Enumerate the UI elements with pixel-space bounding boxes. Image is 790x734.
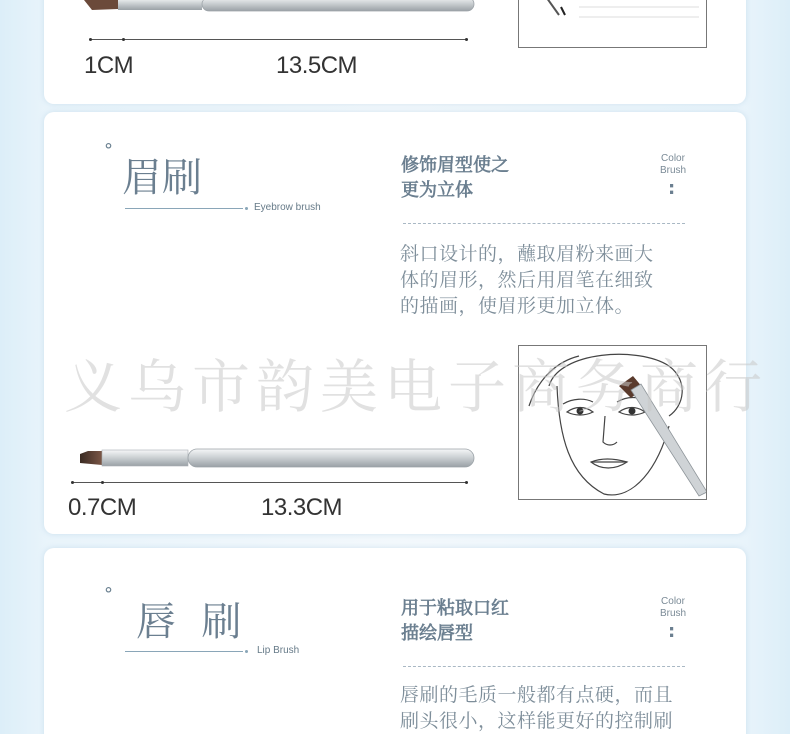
top-brush-card	[44, 0, 746, 104]
eyebrow-dim-left-label: 0.7CM	[68, 494, 137, 521]
eyebrow-feature-line1: 修饰眉型使之	[401, 155, 509, 176]
lip-colon: :	[668, 621, 676, 642]
top-photo-illustration	[519, 0, 707, 48]
eyebrow-dashed-divider	[403, 223, 685, 224]
eyebrow-brush-card	[44, 112, 746, 534]
top-dimension-tick	[89, 38, 92, 41]
lip-title-en: Lip Brush	[257, 645, 300, 656]
eyebrow-title-cn: 眉刷	[122, 155, 202, 201]
top-dim-left-label: 1CM	[84, 52, 134, 79]
lip-feature-text	[401, 596, 509, 646]
eyebrow-dimension-tick	[71, 481, 74, 484]
eyebrow-colon: :	[668, 178, 676, 199]
top-dimension-tick	[122, 38, 125, 41]
lip-description	[400, 682, 673, 734]
eyebrow-title-underline	[125, 208, 243, 209]
eyebrow-title-dot	[245, 207, 248, 210]
top-dim-right-label: 13.5CM	[276, 52, 358, 79]
lip-brush-card	[44, 548, 746, 734]
eyebrow-color-brush-label	[656, 153, 690, 177]
eyebrow-desc-line3: 的描画，使眉形更加立体。	[400, 295, 635, 317]
degree-mark: °	[104, 140, 113, 161]
top-brush-illustration	[84, 0, 524, 22]
eyebrow-feature-line2: 更为立体	[401, 180, 473, 201]
top-dimension-line	[90, 39, 468, 40]
color-brush-line1: Color	[661, 596, 685, 607]
eyebrow-dimension-tick	[465, 481, 468, 484]
lip-desc-line2: 刷头很小，这样能更好的控制刷	[400, 710, 674, 732]
eyebrow-dimension-tick	[101, 481, 104, 484]
lip-title-cn: 唇 刷	[136, 599, 242, 645]
lip-feature-line2: 描绘唇型	[401, 623, 473, 644]
eyebrow-dimension-line	[72, 482, 468, 483]
eyebrow-dim-right-label: 13.3CM	[261, 494, 343, 521]
face-sketch-illustration	[519, 346, 707, 500]
top-usage-photo	[518, 0, 707, 48]
lip-dashed-divider	[403, 666, 685, 667]
color-brush-line1: Color	[661, 153, 685, 164]
eyebrow-description	[400, 241, 654, 319]
top-dimension-tick	[465, 38, 468, 41]
eyebrow-desc-line2: 体的眉形，然后用眉笔在细致	[400, 269, 654, 291]
lip-title-dot	[245, 650, 248, 653]
eyebrow-title-en: Eyebrow brush	[254, 202, 321, 213]
eyebrow-usage-photo	[518, 345, 707, 500]
eyebrow-brush-illustration	[78, 444, 518, 474]
color-brush-line2: Brush	[659, 608, 687, 619]
lip-feature-line1: 用于粘取口红	[401, 598, 509, 619]
degree-mark: °	[104, 584, 113, 605]
color-brush-line2: Brush	[659, 165, 687, 176]
lip-title-underline	[125, 651, 243, 652]
shop-watermark: 义乌市韵美电子商务商行	[64, 353, 769, 421]
lip-desc-line1: 唇刷的毛质一般都有点硬，而且	[400, 684, 674, 706]
lip-color-brush-label	[656, 596, 690, 620]
eyebrow-desc-line1: 斜口设计的，蘸取眉粉来画大	[400, 243, 654, 265]
eyebrow-feature-text	[401, 153, 509, 203]
